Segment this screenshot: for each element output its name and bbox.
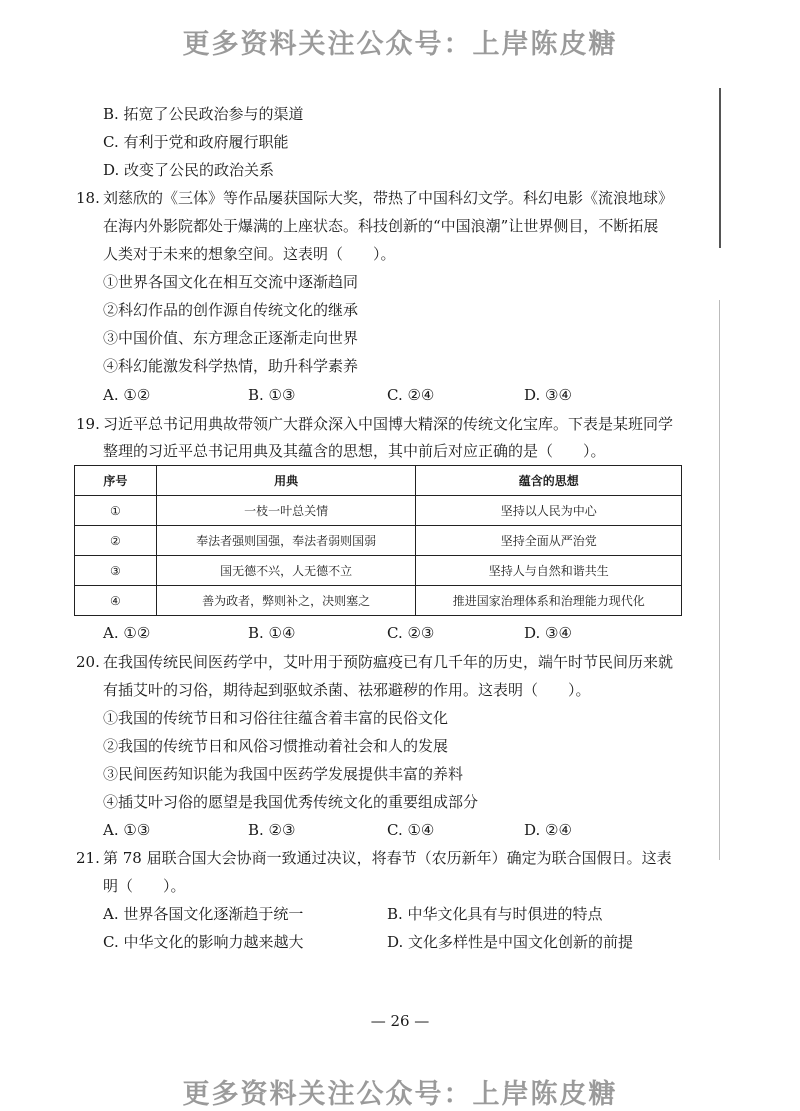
q21-choice-c: C. 中华文化的影响力越来越大 [103, 933, 304, 951]
table-cell: 坚持以人民为中心 [416, 496, 682, 526]
q21-choice-b: B. 中华文化具有与时俱进的特点 [387, 905, 603, 923]
watermark-banner-top: 更多资料关注公众号：上岸陈皮糖 [182, 29, 618, 60]
q19-stem-line: 习近平总书记用典故带领广大群众深入中国博大精深的传统文化宝库。下表是某班同学 [103, 415, 674, 433]
page-number: — 26 — [370, 1012, 430, 1030]
table-header-row [75, 466, 682, 496]
table-row [75, 586, 682, 616]
q19-choice-d: D. ③④ [524, 624, 572, 642]
q18-stem-line: 刘慈欣的《三体》等作品屡获国际大奖，带热了中国科幻文学。科幻电影《流浪地球》 [103, 189, 674, 207]
q19-stem-line: 整理的习近平总书记用典及其蕴含的思想，其中前后对应正确的是（ ）。 [103, 442, 606, 460]
q20-number: 20. [76, 653, 100, 671]
q20-choice-b: B. ②③ [248, 821, 296, 839]
table-cell: 坚持全面从严治党 [416, 526, 682, 556]
table-cell: ④ [75, 586, 157, 616]
q18-statement: ①世界各国文化在相互交流中逐渐趋同 [103, 273, 359, 291]
q18-choice-d: D. ③④ [524, 386, 572, 404]
q20-statement: ②我国的传统节日和风俗习惯推动着社会和人的发展 [103, 737, 449, 755]
margin-line-faint [719, 300, 720, 860]
q19-number: 19. [76, 415, 100, 433]
table-header: 序号 [75, 466, 157, 496]
q18-statement: ③中国价值、东方理念正逐渐走向世界 [103, 329, 359, 347]
q20-choice-a: A. ①③ [103, 821, 151, 839]
table-cell: ② [75, 526, 157, 556]
q18-number: 18. [76, 189, 100, 207]
table-row [75, 526, 682, 556]
q21-stem-line: 明（ ）。 [103, 877, 186, 895]
q21-choice-d: D. 文化多样性是中国文化创新的前提 [387, 933, 634, 951]
q20-statement: ④插艾叶习俗的愿望是我国优秀传统文化的重要组成部分 [103, 793, 479, 811]
margin-line [719, 88, 721, 248]
q20-stem-line: 在我国传统民间医药学中，艾叶用于预防瘟疫已有几千年的历史，端午时节民间历来就 [103, 653, 674, 671]
q18-choice-a: A. ①② [103, 386, 151, 404]
q18-statement: ②科幻作品的创作源自传统文化的继承 [103, 301, 359, 319]
q17-option-b: B. 拓宽了公民政治参与的渠道 [103, 105, 304, 123]
table-cell: ① [75, 496, 157, 526]
table-cell: 推进国家治理体系和治理能力现代化 [416, 586, 682, 616]
q18-choice-b: B. ①③ [248, 386, 296, 404]
table-cell: 一枝一叶总关情 [156, 496, 416, 526]
table-cell: 奉法者强则国强，奉法者弱则国弱 [156, 526, 416, 556]
q19-choice-c: C. ②③ [387, 624, 435, 642]
q18-choice-c: C. ②④ [387, 386, 435, 404]
q18-statement: ④科幻能激发科学热情，助升科学素养 [103, 357, 359, 375]
watermark-banner-bottom: 更多资料关注公众号：上岸陈皮糖 [182, 1079, 618, 1110]
q21-stem-line: 第 78 届联合国大会协商一致通过决议，将春节（农历新年）确定为联合国假日。这表 [103, 849, 672, 867]
table-header: 用典 [156, 466, 416, 496]
q17-option-c: C. 有利于党和政府履行职能 [103, 133, 289, 151]
table-cell: 国无德不兴，人无德不立 [156, 556, 416, 586]
q20-statement: ①我国的传统节日和习俗往往蕴含着丰富的民俗文化 [103, 709, 449, 727]
q20-choice-c: C. ①④ [387, 821, 435, 839]
table-cell: 坚持人与自然和谐共生 [416, 556, 682, 586]
q20-stem-line: 有插艾叶的习俗，期待起到驱蚊杀菌、祛邪避秽的作用。这表明（ ）。 [103, 681, 591, 699]
table-header: 蕴含的思想 [416, 466, 682, 496]
q18-stem-line: 在海内外影院都处于爆满的上座状态。科技创新的“中国浪潮”让世界侧目，不断拓展 [103, 217, 659, 235]
q21-choice-a: A. 世界各国文化逐渐趋于统一 [103, 905, 304, 923]
q21-number: 21. [76, 849, 100, 867]
table-row [75, 556, 682, 586]
q18-stem-line: 人类对于未来的想象空间。这表明（ ）。 [103, 245, 396, 263]
q19-choice-a: A. ①② [103, 624, 151, 642]
table-row [75, 496, 682, 526]
table-cell: 善为政者，弊则补之，决则塞之 [156, 586, 416, 616]
q17-option-d: D. 改变了公民的政治关系 [103, 161, 275, 179]
q19-table [74, 465, 682, 616]
table-cell: ③ [75, 556, 157, 586]
q20-statement: ③民间医药知识能为我国中医药学发展提供丰富的养料 [103, 765, 464, 783]
q20-choice-d: D. ②④ [524, 821, 572, 839]
q19-choice-b: B. ①④ [248, 624, 296, 642]
